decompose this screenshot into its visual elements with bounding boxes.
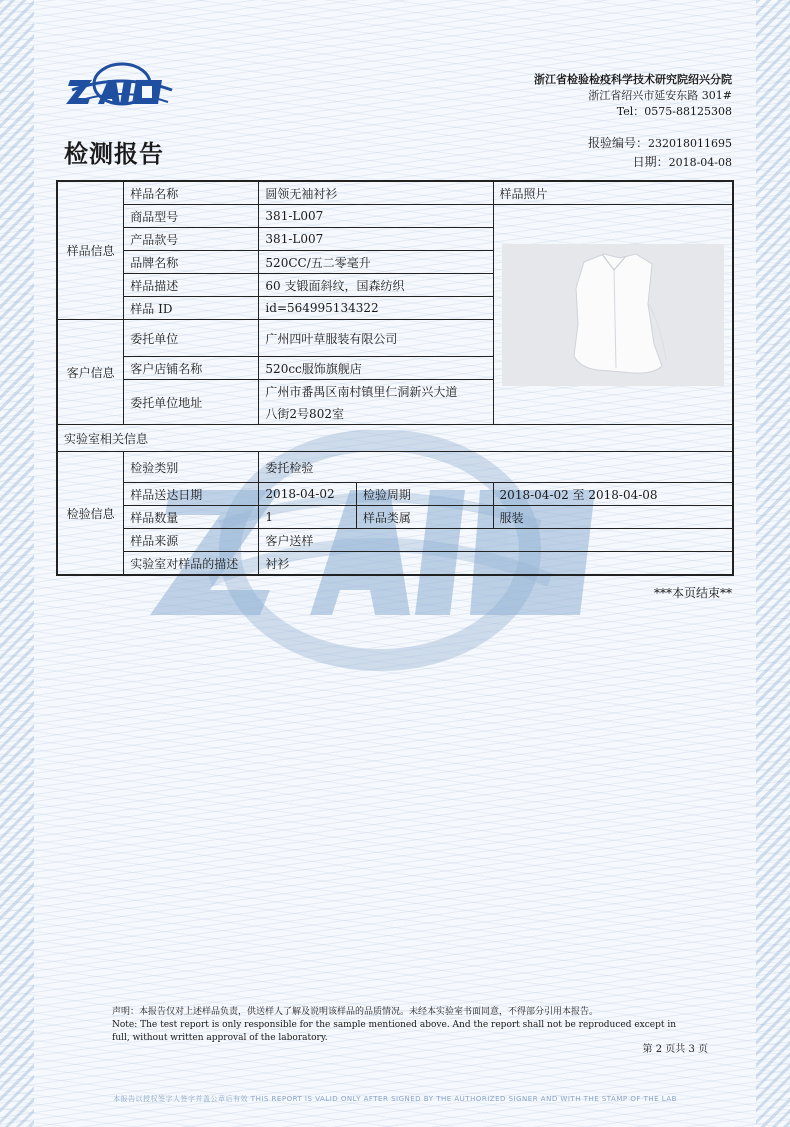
institute-tel: Tel：0575-88125308	[616, 105, 732, 118]
field-value: 60 支锻面斜纹，国森纺织	[259, 274, 493, 297]
field-label: 样品数量	[124, 506, 259, 529]
field-label: 样品来源	[124, 529, 259, 552]
field-label: 委托单位地址	[124, 380, 259, 425]
field-value: 381-L007	[259, 228, 493, 251]
report-date: 2018-04-08	[668, 156, 732, 169]
report-date-label: 日期：	[632, 155, 669, 169]
page-end-mark: ***本页结束**	[653, 586, 732, 600]
field-label: 样品名称	[124, 181, 259, 205]
field-value: 客户送样	[259, 529, 733, 552]
report-title: 检测报告	[64, 140, 164, 168]
field-label: 产品款号	[124, 228, 259, 251]
report-meta	[588, 134, 732, 172]
field-label: 品牌名称	[124, 251, 259, 274]
table-row	[57, 529, 733, 552]
footer-band: 本报告以授权签字人签字并盖公章后有效 THIS REPORT IS VALID ONLY AFTER SIGNED BY THE AUTHORIZED SIGNER AND WITH THE STAMP OF THE LAB	[113, 1095, 677, 1103]
field-value: 委托检验	[259, 452, 733, 483]
table-row	[57, 425, 733, 452]
field-value: 2018-04-02 至 2018-04-08	[493, 483, 733, 506]
sample-photo	[502, 244, 724, 386]
field-value: 衬衫	[259, 552, 733, 576]
field-value-line2: 八街2号802室	[259, 402, 493, 425]
field-value: 广州四叶草服装有限公司	[259, 320, 493, 357]
inspection-category: 检验信息	[57, 452, 124, 576]
report-table	[56, 180, 734, 576]
field-value: 服装	[493, 506, 733, 529]
field-value: id=564995134322	[259, 297, 493, 320]
field-label: 检验周期	[356, 483, 493, 506]
sample-info-category: 样品信息	[57, 181, 124, 320]
field-value: 2018-04-02	[259, 483, 356, 506]
field-label: 实验室对样品的描述	[124, 552, 259, 576]
report-no-label: 报验编号：	[588, 136, 649, 150]
lab-section-title: 实验室相关信息	[57, 425, 733, 452]
disclaimer	[112, 1006, 692, 1045]
table-row	[57, 552, 733, 576]
disclaimer-cn: 声明：本报告仅对上述样品负责，供送样人了解及说明该样品的品质情况。未经本实验室书面同意，不得部分引用本报告。	[112, 1007, 599, 1017]
field-label: 样品 ID	[124, 297, 259, 320]
field-label: 检验类别	[124, 452, 259, 483]
sample-photo-label: 样品照片	[493, 181, 733, 205]
field-value: 1	[259, 506, 356, 529]
client-info-category: 客户信息	[57, 320, 124, 425]
report-no: 232018011695	[648, 137, 732, 150]
field-value: 520cc服饰旗舰店	[259, 357, 493, 380]
shirt-image	[502, 244, 724, 386]
field-label: 商品型号	[124, 205, 259, 228]
field-label: 委托单位	[124, 320, 259, 357]
institute-name: 浙江省检验检疫科学技术研究院绍兴分院	[534, 73, 732, 86]
table-row	[57, 483, 733, 506]
table-row	[57, 181, 733, 205]
field-value: 520CC/五二零毫升	[259, 251, 493, 274]
sample-photo-cell	[493, 205, 733, 425]
field-label: 客户店铺名称	[124, 357, 259, 380]
field-value: 381-L007	[259, 205, 493, 228]
institute-address: 浙江省绍兴市延安东路 301#	[588, 89, 732, 102]
table-row	[57, 452, 733, 483]
zaiq-logo	[62, 62, 182, 112]
field-value-line1: 广州市番禺区南村镇里仁洞新兴大道	[259, 380, 493, 403]
table-row	[57, 506, 733, 529]
field-value: 圆领无袖衬衫	[259, 181, 493, 205]
institute-info	[534, 72, 732, 120]
field-label: 样品类属	[356, 506, 493, 529]
table-row	[57, 205, 733, 228]
field-label: 样品送达日期	[124, 483, 259, 506]
disclaimer-en: Note: The test report is only responsible for the sample mentioned above. And the report shall not be reproduced except in full, without written approval of the laboratory.	[112, 1020, 677, 1043]
field-label: 样品描述	[124, 274, 259, 297]
page-number: 第 2 页共 3 页	[642, 1044, 708, 1055]
